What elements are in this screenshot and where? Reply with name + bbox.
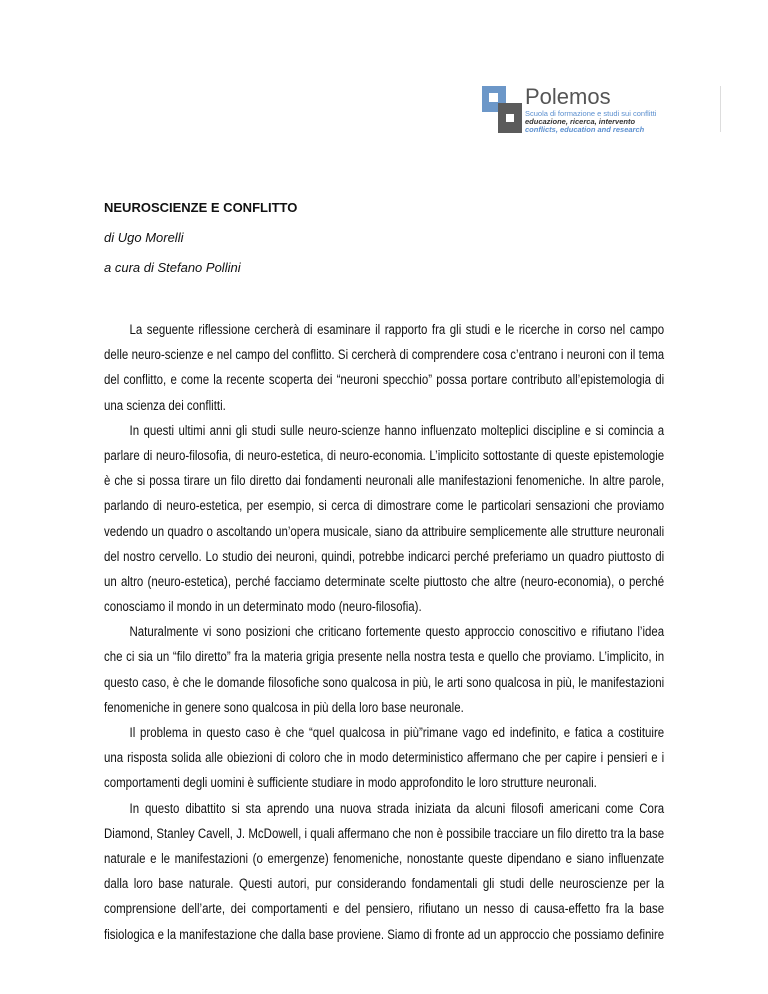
text-line: comprensione dell’arte, dei comportamenti e del pensiero, rifiutano un nesso di causa-effetto fra la base <box>104 901 665 917</box>
paragraph <box>104 801 664 952</box>
text-line: La seguente riflessione cercherà di esaminare il rapporto fra gli studi e le ricerche in corso nel campo <box>129 322 665 337</box>
logo-divider <box>720 86 721 132</box>
text-line: del nostro cervello. Lo studio dei neuroni, quindi, potrebbe indicarci perché preferiamo un quadro piuttosto di <box>104 548 665 564</box>
logo-tagline-1: Scuola di formazione e studi sui conflitti <box>525 109 657 118</box>
document-title: NEUROSCIENZE E CONFLITTO <box>104 200 298 215</box>
text-line: del conflitto, e come la recente scoperta dei “neuroni specchio” possa portare contributo all’epistemologia di <box>104 372 665 388</box>
text-line: parlando di neuro-estetica, per esempio, si cerca di dimostrare come le particolari sensazioni che proviamo <box>104 498 665 514</box>
text-line: Diamond, Stanley Cavell, J. McDowell, i quali affermano che non è possibile tracciare un filo diretto tra la base <box>104 825 665 841</box>
logo-name: Polemos <box>525 84 611 109</box>
text-line: un altro (neuro-estetica), perché facciamo determinate scelte piuttosto che altre (neuro-economia), o perché <box>104 573 665 589</box>
text-line: fisiologica e la manifestazione che dalla base proviene. Siamo di fronte ad un approccio che possiamo definire <box>104 926 665 942</box>
polemos-logo <box>482 86 722 134</box>
text-line: naturale e le manifestazioni (o emergenze) fenomeniche, nonostante queste dipendano e siano influenzate <box>104 850 665 866</box>
text-line: conosciamo il mondo in un determinato modo (neuro-filosofia). <box>104 599 422 615</box>
author: di Ugo Morelli <box>104 230 184 245</box>
text-line: questo caso, è che le domande filosofiche sono qualcosa in più, le arti sono qualcosa in più, le manifestazioni <box>104 674 665 690</box>
logo-tagline-3: conflicts, education and research <box>525 125 645 134</box>
paragraph <box>104 725 664 801</box>
text-line: delle neuro-scienze e nel campo del conflitto. Si cercherà di comprendere cosa c’entrano i neuroni con il tema <box>104 347 665 363</box>
text-line: dalla loro base naturale. Questi autori, pur considerando fondamentali gli studi delle neuroscienze per la <box>104 876 665 892</box>
paragraph <box>104 322 664 423</box>
paragraph <box>104 423 664 625</box>
paragraph <box>104 624 664 725</box>
text-line: è che si possa tirare un filo diretto dai fondamenti neuronali alle manifestazioni fenomeniche. In altre parole, <box>104 473 665 489</box>
text-line: fenomeniche in genere sono qualcosa in più della loro base neuronale. <box>104 699 464 715</box>
text-line: In questo dibattito si sta aprendo una nuova strada iniziata da alcuni filosofi americani come Cora <box>129 800 665 816</box>
text-line: una scienza dei conflitti. <box>104 397 226 413</box>
logo-tagline-2: educazione, ricerca, intervento <box>525 117 636 126</box>
text-line: una risposta solida alle obiezioni di coloro che in modo deterministico affermano che per capire i pensieri e i <box>104 750 665 766</box>
text-line: che ci sia un “filo diretto” fra la materia grigia presente nella nostra testa e quello che proviamo. L’implicito, in <box>104 649 665 665</box>
text-line: Il problema in questo caso è che “quel qualcosa in più”rimane vago ed indefinito, e fatica a costituire <box>129 725 665 740</box>
document-body <box>104 322 664 952</box>
curator: a cura di Stefano Pollini <box>104 260 241 275</box>
text-line: comportamenti degli uomini è sufficiente studiare in modo approfondito le loro strutture neuronali. <box>104 775 597 791</box>
text-line: parlare di neuro-filosofia, di neuro-estetica, di neuro-economia. L’implicito sottostante di queste epistemologie <box>104 447 665 463</box>
text-line: Naturalmente vi sono posizioni che criticano fortemente questo approccio conoscitivo e rifiutano l’idea <box>129 624 665 640</box>
logo-mark-gray <box>498 103 522 133</box>
text-line: vedendo un quadro o ascoltando un’opera musicale, siano da attribuire semplicemente alle strutture neuronali <box>104 523 665 539</box>
text-line: In questi ultimi anni gli studi sulle neuro-scienze hanno influenzato molteplici discipline e si comincia a <box>129 422 665 438</box>
